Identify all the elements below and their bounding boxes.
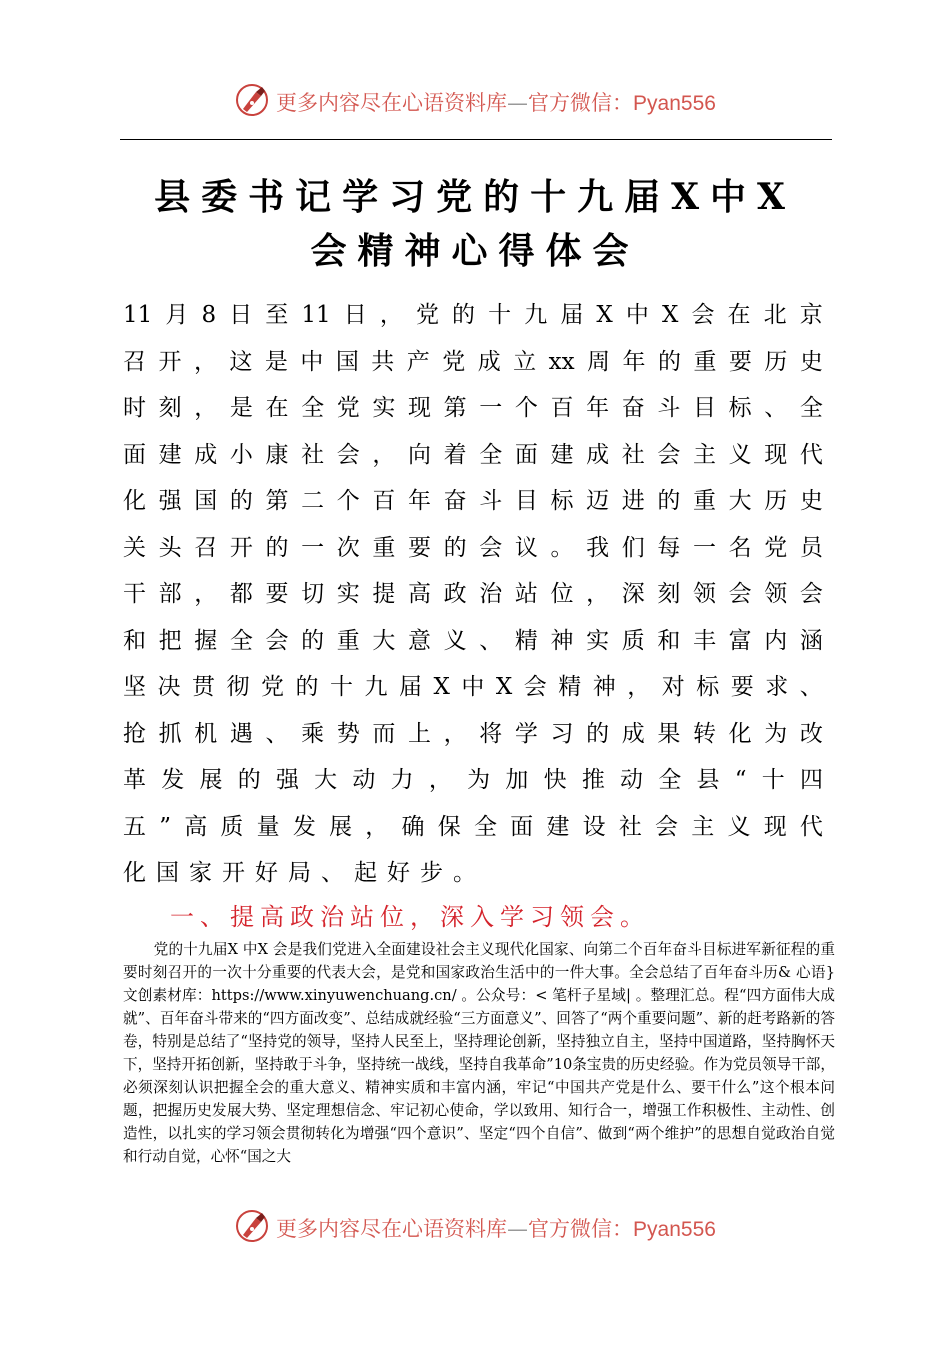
- title-line-1: 县委书记学习党的十九届X中X: [154, 176, 796, 218]
- body-line: 时 刻 ， 是 在 全 党 实 现 第 一 个 百 年 奋 斗 目 标 、 全: [123, 395, 823, 421]
- body-line: 面 建 成 小 康 社 会 ， 向 着 全 面 建 成 社 会 主 义 现 代: [123, 441, 823, 468]
- header-watermark-banner: [0, 82, 950, 128]
- body-line: 召 开 ， 这 是 中 国 共 产 党 成 立 xx 周 年 的 重 要 历 史: [123, 348, 823, 375]
- section-heading: 一、提高政治站位，深入学习领会。: [170, 903, 650, 931]
- title-line-2: 会精神心得体会: [310, 230, 640, 272]
- body-line: 11 月 8 日 至 11 日 ， 党 的 十 九 届 X 中 X 会 在 北 京: [123, 302, 823, 328]
- small-paragraph-text: 党的十九届X 中X 会是我们党进入全面建设社会主义现代化国家、向第二个百年奋斗目标进军新征程的重要时刻召开的一次十分重要的代表大会，是党和国家政治生活中的一件大事。全会总结了百年奋斗历& 心语} 文创素材库：https://www.xinyuwenchuang.cn/ 。公众号：< 笔杆子星域| 。整理汇总。程“四方面伟大成就”、百年奋斗带来的“四方面改变”、总结成就经验“三方面意义”、回答了“两个重要问题”、新的赶考路新的答卷，特别是总结了“坚持党的领导，坚持人民至上，坚持理论创新，坚持独立自主，坚持中国道路，坚持胸怀天下，坚持开拓创新，坚持敢于斗争，坚持统一战线，坚持自我革命”10条宝贵的历史经验。作为党员领导干部，必须深刻认识把握全会的重大意义、精神实质和丰富内涵，牢记“中国共产党是什么、要干什么”这个根本问题，把握历史发展大势、坚定理想信念、牢记初心使命，学以致用、知行合一，增强工作积极性、主动性、创造性，以扎实的学习领会贯彻转化为增强“四个意识”、坚定“四个自信”、做到“两个维护”的思想自觉政治自觉和行动自觉，心怀“国之大: [123, 941, 835, 1165]
- body-line: 化国家开好局、起好步。: [123, 860, 486, 886]
- body-paragraph-small: [123, 938, 835, 1168]
- body-paragraph: [123, 292, 823, 897]
- header-divider: [120, 139, 832, 140]
- footer-watermark-banner: [0, 1208, 950, 1254]
- pen-nib-logo-icon: [234, 1208, 270, 1248]
- body-line: 抢 抓 机 遇 、 乘 势 而 上 ， 将 学 习 的 成 果 转 化 为 改: [123, 720, 823, 747]
- body-line: 坚 决 贯 彻 党 的 十 九 届 X 中 X 会 精 神 ， 对 标 要 求 、: [123, 674, 823, 700]
- body-line: 关 头 召 开 的 一 次 重 要 的 会 议 。 我 们 每 一 名 党 员: [123, 534, 823, 561]
- pen-nib-logo-icon: [234, 82, 270, 122]
- footer-banner-text: 更多内容尽在心语资料库—官方微信：Pyan556: [276, 1217, 716, 1241]
- body-line: 五 ” 高 质 量 发 展 ， 确 保 全 面 建 设 社 会 主 义 现 代: [123, 813, 823, 840]
- body-line: 和 把 握 全 会 的 重 大 意 义 、 精 神 实 质 和 丰 富 内 涵: [123, 627, 823, 654]
- body-line: 干 部 ， 都 要 切 实 提 高 政 治 站 位 ， 深 刻 领 会 领 会: [123, 581, 823, 607]
- body-line: 革 发 展 的 强 大 动 力 ， 为 加 快 推 动 全 县 “ 十 四: [123, 767, 823, 793]
- header-banner-text: 更多内容尽在心语资料库—官方微信：Pyan556: [276, 91, 716, 115]
- body-line: 化 强 国 的 第 二 个 百 年 奋 斗 目 标 迈 进 的 重 大 历 史: [123, 488, 823, 514]
- document-title: [110, 170, 840, 278]
